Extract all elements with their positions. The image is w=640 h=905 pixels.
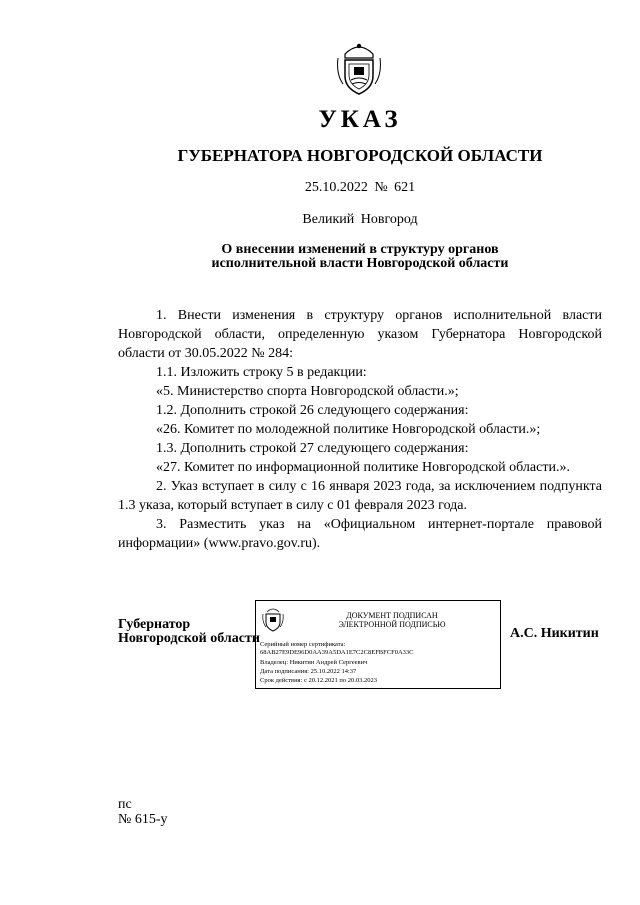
stamp-serial: 68AB27E9DE96D0AA39A5DA1E7C2C8EFBFCF0A33C [260, 649, 414, 656]
signatory-name: А.С. Никитин [510, 626, 599, 641]
footer-line-1: пс [118, 797, 132, 812]
paragraph-1-2: 1.2. Дополнить строкой 26 следующего содержания: [156, 403, 469, 418]
date-number: 25.10.2022 № 621 [304, 180, 416, 195]
subject-line-1: О внесении изменений в структуру органов [221, 242, 499, 257]
stamp-coat-of-arms-icon [262, 606, 284, 632]
issuer-heading: ГУБЕРНАТОРА НОВГОРОДСКОЙ ОБЛАСТИ [177, 146, 543, 165]
stamp-validity: Срок действия: с 20.12.2021 по 20.03.2023 [260, 677, 377, 684]
paragraph-1-1: 1.1. Изложить строку 5 в редакции: [156, 365, 367, 380]
paragraph-1: 1. Внести изменения в структуру органов исполнительной власти Новгородской области, определенную указом Губернатора Новгородской области от 30.05.2022 № 284: [118, 308, 602, 361]
paragraph-2: 2. Указ вступает в силу с 16 января 2023 года, за исключением подпункта 1.3 указа, который вступает в силу с 01 февраля 2023 года. [118, 479, 602, 513]
paragraph-1-2-quote: «26. Комитет по молодежной политике Новгородской области.»; [156, 422, 541, 437]
stamp-title-line-2: ЭЛЕКТРОННОЙ ПОДПИСЬЮ [338, 620, 446, 629]
stamp-signed-date: Дата подписания: 25.10.2022 14:37 [260, 668, 357, 675]
city: Великий Новгород [302, 212, 418, 227]
signatory-position-line-2: Новгородской области [118, 631, 260, 646]
paragraph-1-3-quote: «27. Комитет по информационной политике Новгородской области.». [156, 460, 570, 475]
paragraph-1-3: 1.3. Дополнить строкой 27 следующего содержания: [156, 441, 469, 456]
decree-body [118, 306, 602, 553]
stamp-title-line-1: ДОКУМЕНТ ПОДПИСАН [346, 611, 438, 620]
coat-of-arms-icon [335, 40, 383, 96]
electronic-signature-stamp [255, 600, 501, 689]
footer-line-2: № 615-у [118, 812, 168, 827]
document-title: УКАЗ [318, 106, 402, 133]
paragraph-1-1-quote: «5. Министерство спорта Новгородской области.»; [156, 384, 459, 399]
signatory-position-line-1: Губернатор [118, 617, 191, 632]
paragraph-3: 3. Разместить указ на «Официальном интернет-портале правовой информации» (www.pravo.gov.ru). [118, 517, 602, 551]
subject-line-2: исполнительной власти Новгородской области [211, 256, 509, 271]
footer-note [118, 797, 168, 827]
subject-heading [40, 243, 640, 271]
stamp-serial-label: Серийный номер сертификата: [260, 641, 346, 648]
stamp-owner: Владелец: Никитин Андрей Сергеевич [260, 659, 368, 666]
signatory-position [118, 618, 260, 646]
